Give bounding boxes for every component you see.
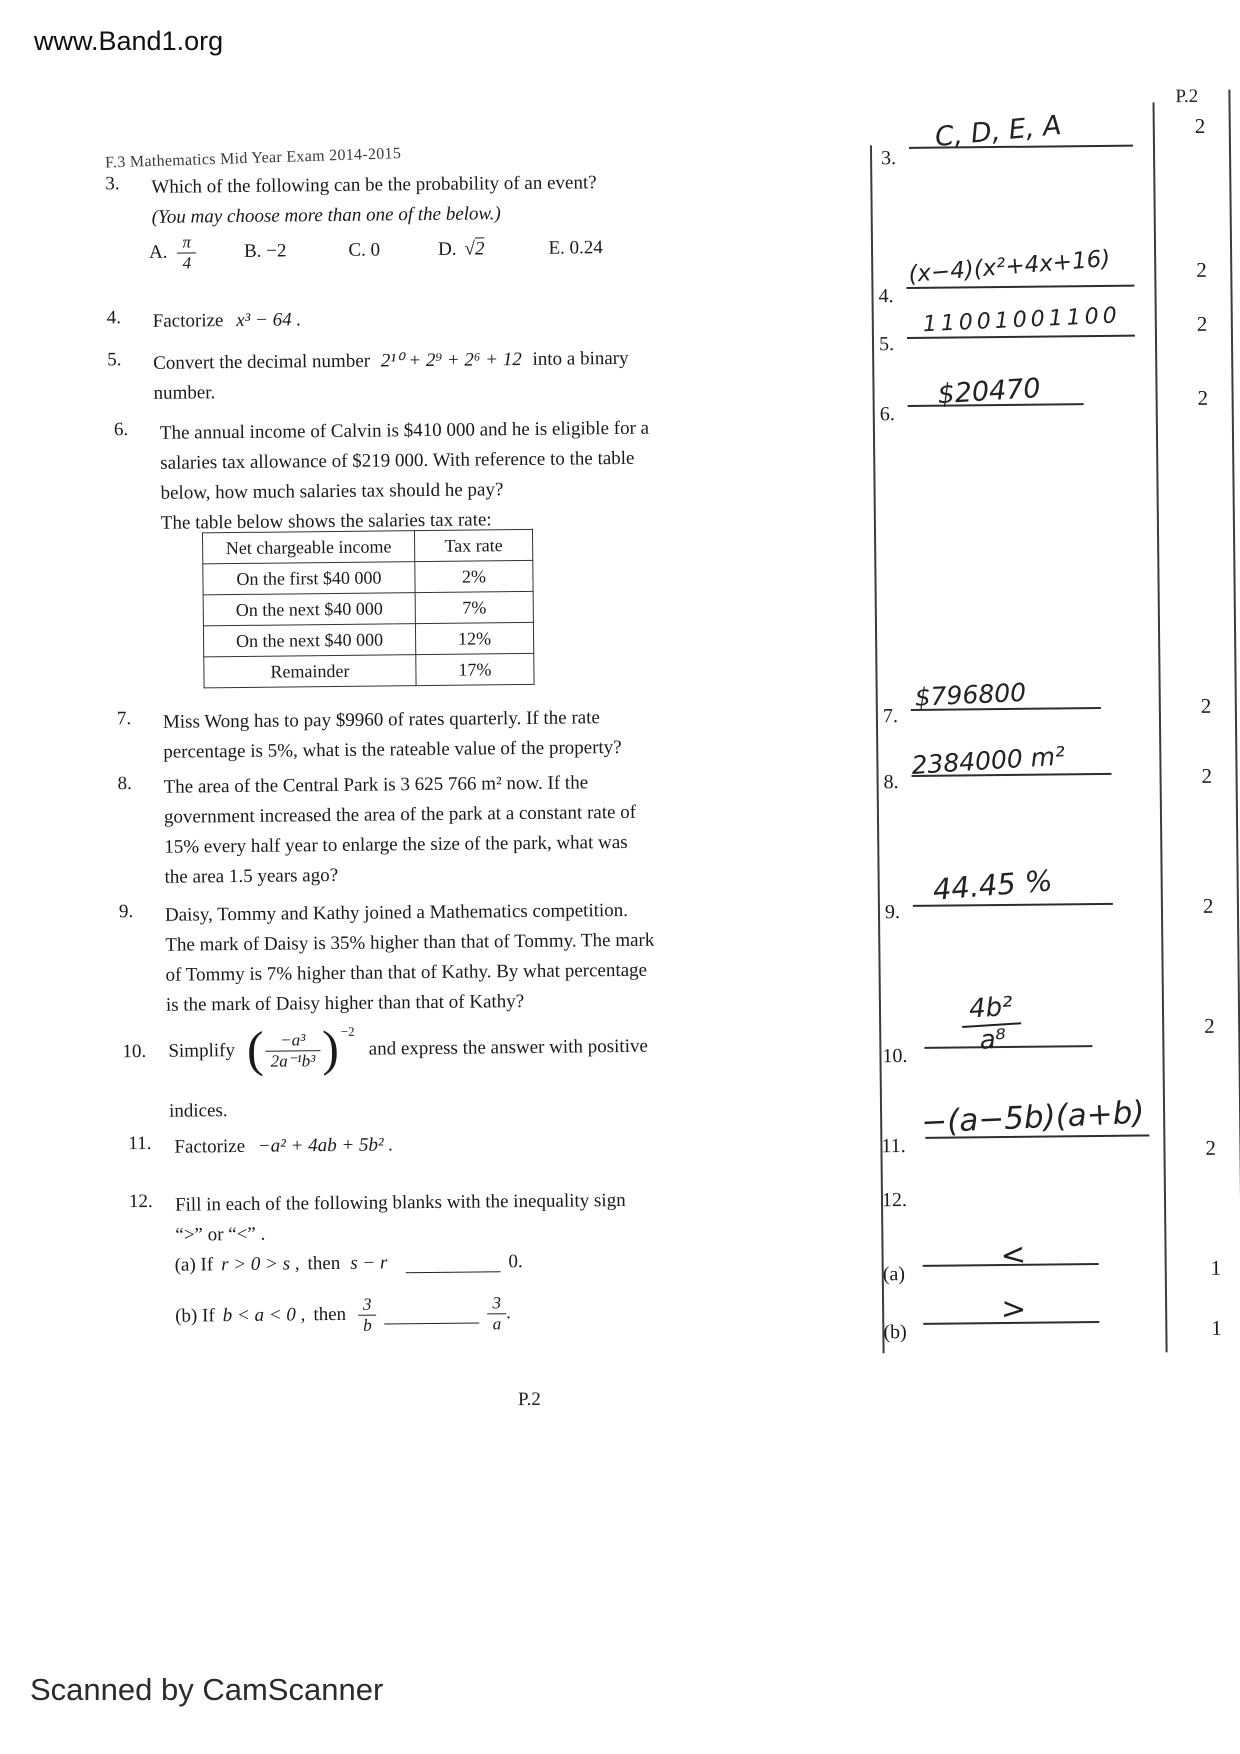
table-cell: 7%	[415, 591, 533, 623]
table-row	[203, 560, 533, 594]
question-text: salaries tax allowance of $219 000. With reference to the table	[160, 447, 635, 474]
question-text: below, how much salaries tax should he pay?	[160, 479, 504, 504]
question-number: 10.	[122, 1040, 147, 1063]
question-8	[117, 768, 636, 893]
left-paren: (	[246, 1020, 264, 1077]
table-row	[203, 622, 533, 656]
question-12b	[175, 1293, 511, 1337]
question-7	[117, 703, 622, 768]
fraction-numerator: π	[177, 232, 196, 253]
answer-7-label: 7.	[882, 705, 899, 728]
answer-11-mark: 2	[1205, 1135, 1217, 1160]
question-expression: 2¹⁰ + 2⁹ + 2⁶ + 12	[380, 349, 522, 372]
question-number: 5.	[107, 349, 122, 371]
option-d-radical: √	[464, 238, 476, 260]
answer-9-mark: 2	[1202, 893, 1214, 918]
answer-4-label: 4.	[878, 285, 894, 308]
site-watermark: www.Band1.org	[34, 26, 224, 56]
right-border-line	[1228, 90, 1240, 1470]
answer-3-label: 3.	[880, 147, 897, 170]
question-11	[128, 1130, 393, 1163]
table-row	[204, 653, 534, 687]
answer-12b-mark: 1	[1211, 1315, 1222, 1340]
question-text: “>” or “<” .	[175, 1223, 266, 1246]
table-cell: On the next $40 000	[203, 593, 415, 626]
answer-8-label: 8.	[883, 771, 899, 794]
answer-7-handwriting: $796800	[914, 677, 1027, 712]
answer-10-label: 10.	[882, 1045, 908, 1068]
table-cell: Remainder	[204, 655, 416, 688]
answer-3-handwriting: C, D, E, A	[933, 109, 1063, 154]
question-text: The annual income of Calvin is $410 000 and he is eligible for a	[159, 417, 650, 444]
table-cell: 12%	[415, 622, 533, 654]
answer-10-mark: 2	[1204, 1013, 1215, 1038]
question-text: 0.	[508, 1251, 523, 1273]
answer-4-handwriting: (x−4)(x²+4x+16)	[907, 245, 1112, 288]
question-text: number.	[153, 382, 216, 404]
table-cell: On the first $40 000	[203, 562, 415, 595]
condition: b < a < 0 ,	[222, 1304, 306, 1327]
question-6	[114, 414, 650, 540]
fraction-numerator: −a³	[265, 1030, 320, 1051]
question-text: Factorize	[174, 1135, 246, 1158]
answer-blank	[405, 1252, 500, 1273]
fraction-numerator: 3	[487, 1293, 506, 1314]
option-a-fraction	[177, 232, 196, 272]
answer-11-handwriting: −(a−5b)(a+b)	[920, 1094, 1146, 1141]
table-cell: 17%	[416, 653, 534, 685]
question-text: Which of the following can be the probability of an event?	[151, 172, 597, 198]
question-9	[119, 896, 655, 1022]
answer-10-handwriting	[960, 992, 1023, 1057]
question-10-line2: indices.	[168, 1100, 228, 1122]
question-number: 4.	[106, 307, 122, 329]
part-label: (a) If	[174, 1254, 214, 1276]
fraction-3-over-b	[358, 1295, 377, 1335]
question-4	[107, 305, 302, 337]
fraction-denominator: a	[492, 1313, 502, 1333]
option-d-label: D.	[437, 238, 457, 260]
answer-12b-handwriting: >	[1000, 1291, 1028, 1328]
table-cell: On the next $40 000	[203, 624, 415, 657]
option-a-label: A.	[148, 241, 168, 263]
answer-6-handwriting: $20470	[936, 372, 1042, 411]
page-number-bottom: P.2	[517, 1388, 541, 1411]
question-text: Convert the decimal number	[153, 350, 371, 374]
question-10	[122, 1019, 648, 1078]
answer-3-mark: 2	[1194, 113, 1206, 138]
option-e: E. 0.24	[548, 237, 603, 259]
right-paren: )	[321, 1019, 340, 1077]
answer-12a-handwriting: <	[999, 1236, 1028, 1274]
table-row	[203, 591, 533, 625]
question-text: then	[313, 1303, 347, 1326]
handwritten-numerator: 4b²	[960, 992, 1021, 1028]
question-5	[107, 344, 629, 409]
question-text: Daisy, Tommy and Kathy joined a Mathematics competition.	[164, 899, 629, 926]
question-text: Simplify	[168, 1040, 236, 1062]
camscanner-credit: Scanned by CamScanner	[30, 1672, 384, 1707]
condition: r > 0 > s ,	[221, 1253, 300, 1276]
question-text: percentage is 5%, what is the rateable value of the property?	[163, 736, 622, 763]
question-text: of Tommy is 7% higher than that of Kathy. By what percentage	[165, 959, 648, 986]
question-text: Fill in each of the following blanks with the inequality sign	[174, 1189, 626, 1216]
question-text: and express the answer with positive	[368, 1035, 648, 1060]
answer-11-label: 11.	[881, 1135, 906, 1158]
answer-12b-label: (b)	[883, 1321, 907, 1344]
answer-7-mark: 2	[1200, 693, 1212, 718]
question-number: 8.	[117, 773, 132, 795]
expression: s − r	[350, 1252, 388, 1274]
option-b: B. −2	[243, 240, 287, 262]
part-label: (b) If	[175, 1305, 215, 1327]
question-expression: −a² + 4ab + 5b² .	[257, 1134, 394, 1157]
question-number: 11.	[128, 1132, 152, 1155]
answer-6-label: 6.	[879, 403, 895, 426]
question-text: Miss Wong has to pay $9960 of rates quarterly. If the rate	[162, 707, 600, 733]
salaries-tax-table	[202, 529, 535, 688]
marks-divider-line	[1153, 102, 1168, 1352]
question-text: 15% every half year to enlarge the size of the park, what was	[164, 831, 628, 858]
fraction-3-over-a	[487, 1293, 506, 1333]
question-number: 12.	[128, 1190, 153, 1213]
question-text: into a binary	[532, 347, 629, 370]
answer-9-handwriting: 44.45 %	[931, 863, 1054, 907]
answer-5-label: 5.	[878, 333, 895, 356]
question-12a	[175, 1251, 523, 1277]
page-number-top: P.2	[1175, 85, 1199, 108]
option-d-value: 2	[474, 238, 485, 260]
question-12	[129, 1186, 626, 1251]
question-number: 6.	[113, 419, 129, 441]
fraction-numerator: 3	[358, 1295, 377, 1316]
question-number: 3.	[105, 173, 120, 195]
answer-9-label: 9.	[884, 901, 901, 924]
question-number: 7.	[116, 708, 132, 730]
question-text: The mark of Daisy is 35% higher than that of Tommy. The mark	[165, 929, 655, 956]
table-cell: 2%	[415, 560, 533, 592]
table-header-cell: Tax rate	[414, 529, 532, 561]
table-header-cell: Net chargeable income	[202, 531, 414, 564]
fraction-denominator: 2a⁻¹b³	[270, 1050, 316, 1071]
answer-8-handwriting: 2384000 m²	[910, 741, 1066, 780]
exam-title: F.3 Mathematics Mid Year Exam 2014-2015	[104, 145, 402, 172]
answer-12a-label: (a)	[882, 1263, 906, 1286]
question-text: the area 1.5 years ago?	[164, 864, 339, 888]
question-text: then	[307, 1252, 341, 1275]
question-text: The area of the Central Park is 3 625 766 m² now. If the	[163, 772, 589, 798]
table-header-row	[202, 529, 532, 563]
answer-8-mark: 2	[1201, 763, 1213, 788]
answer-5-mark: 2	[1196, 311, 1208, 336]
answer-4-mark: 2	[1196, 257, 1207, 282]
question-text: Factorize	[152, 310, 224, 332]
handwritten-denominator: a⁸	[978, 1024, 1007, 1056]
answer-5-handwriting: 11001001100	[922, 303, 1122, 338]
exponent: −2	[340, 1023, 355, 1039]
answer-12a-mark: 1	[1210, 1255, 1222, 1280]
fraction-denominator: 4	[182, 253, 192, 273]
answer-6-mark: 2	[1197, 385, 1209, 410]
question-text: is the mark of Daisy higher than that of Kathy?	[165, 991, 525, 1016]
option-c: C. 0	[348, 239, 381, 261]
question-expression: x³ − 64 .	[236, 309, 302, 331]
fraction-denominator: b	[363, 1315, 372, 1335]
answer-blank	[384, 1304, 479, 1325]
answer-12-label: 12.	[881, 1189, 908, 1212]
answer-divider-line	[870, 145, 885, 1353]
question-text: government increased the area of the park at a constant rate of	[163, 801, 637, 828]
question-3-options	[149, 228, 603, 273]
question-10-fraction	[265, 1030, 320, 1071]
question-text: The table below shows the salaries tax rate:	[160, 509, 492, 534]
question-note: (You may choose more than one of the below.)	[151, 203, 501, 228]
question-3	[105, 168, 597, 233]
question-number: 9.	[118, 901, 134, 923]
question-text: .	[505, 1302, 511, 1324]
